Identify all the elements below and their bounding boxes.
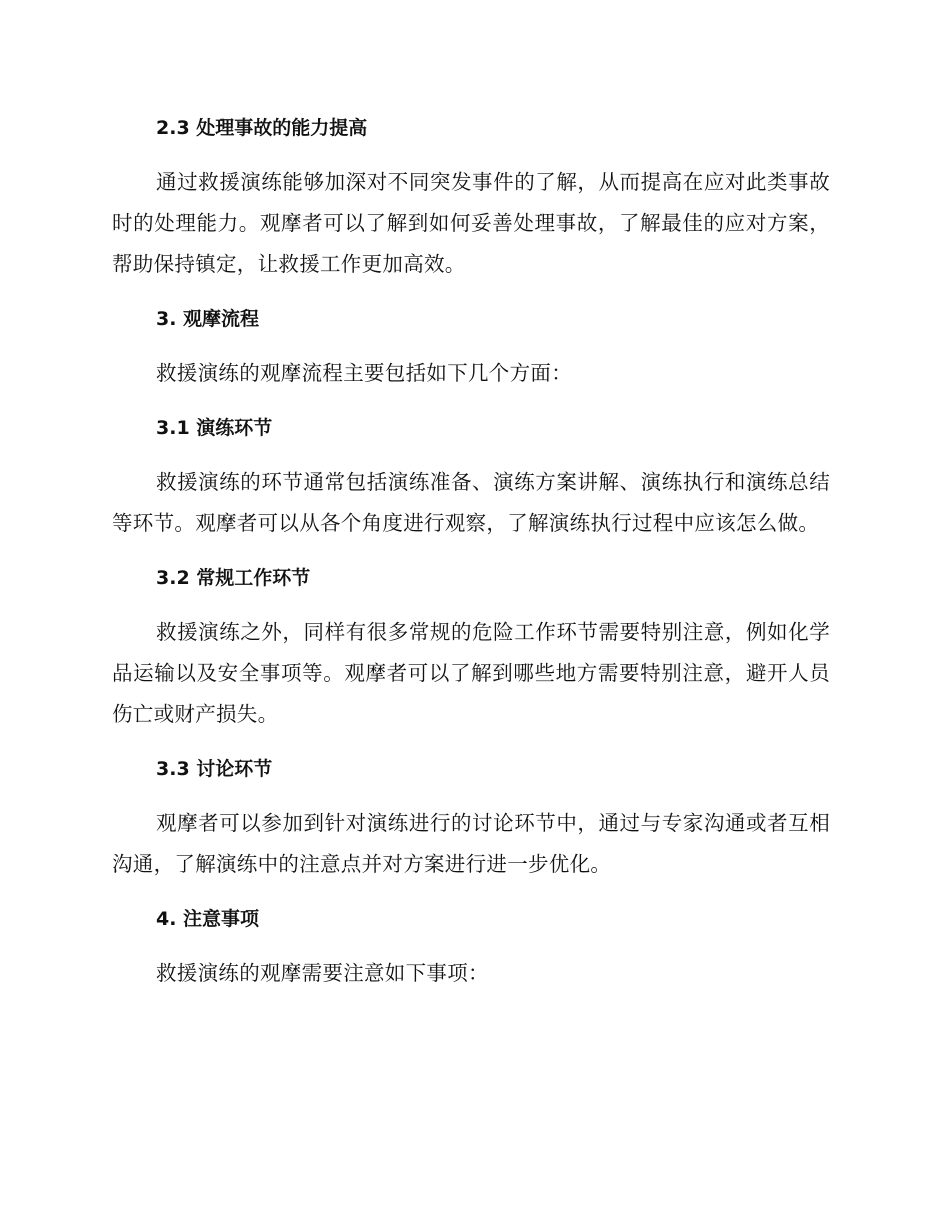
section-heading-3-1: 3.1 演练环节: [156, 417, 273, 439]
section-heading-3-2: 3.2 常规工作环节: [156, 567, 311, 589]
section-heading-4: 4. 注意事项: [156, 908, 260, 930]
section-paragraph-3-2: 救援演练之外，同样有很多常规的危险工作环节需要特别注意，例如化学品运输以及安全事项等。观摩者可以了解到哪些地方需要特别注意，避开人员伤亡或财产损失。: [112, 620, 830, 726]
section-paragraph-3: 救援演练的观摩流程主要包括如下几个方面：: [156, 361, 572, 385]
section-paragraph-3-1: 救援演练的环节通常包括演练准备、演练方案讲解、演练执行和演练总结等环节。观摩者可以从各个角度进行观察，了解演练执行过程中应该怎么做。: [112, 470, 830, 535]
section-paragraph-2-3: 通过救援演练能够加深对不同突发事件的了解，从而提高在应对此类事故时的处理能力。观摩者可以了解到如何妥善处理事故，了解最佳的应对方案，帮助保持镇定，让救援工作更加高效。: [112, 170, 830, 276]
document-page: [112, 110, 830, 1010]
section-paragraph-4: 救援演练的观摩需要注意如下事项：: [156, 961, 489, 985]
section-heading-2-3: 2.3 处理事故的能力提高: [156, 117, 368, 139]
section-paragraph-3-3: 观摩者可以参加到针对演练进行的讨论环节中，通过与专家沟通或者互相沟通，了解演练中的注意点并对方案进行进一步优化。: [112, 811, 830, 876]
section-heading-3: 3. 观摩流程: [156, 308, 260, 330]
section-heading-3-3: 3.3 讨论环节: [156, 758, 273, 780]
